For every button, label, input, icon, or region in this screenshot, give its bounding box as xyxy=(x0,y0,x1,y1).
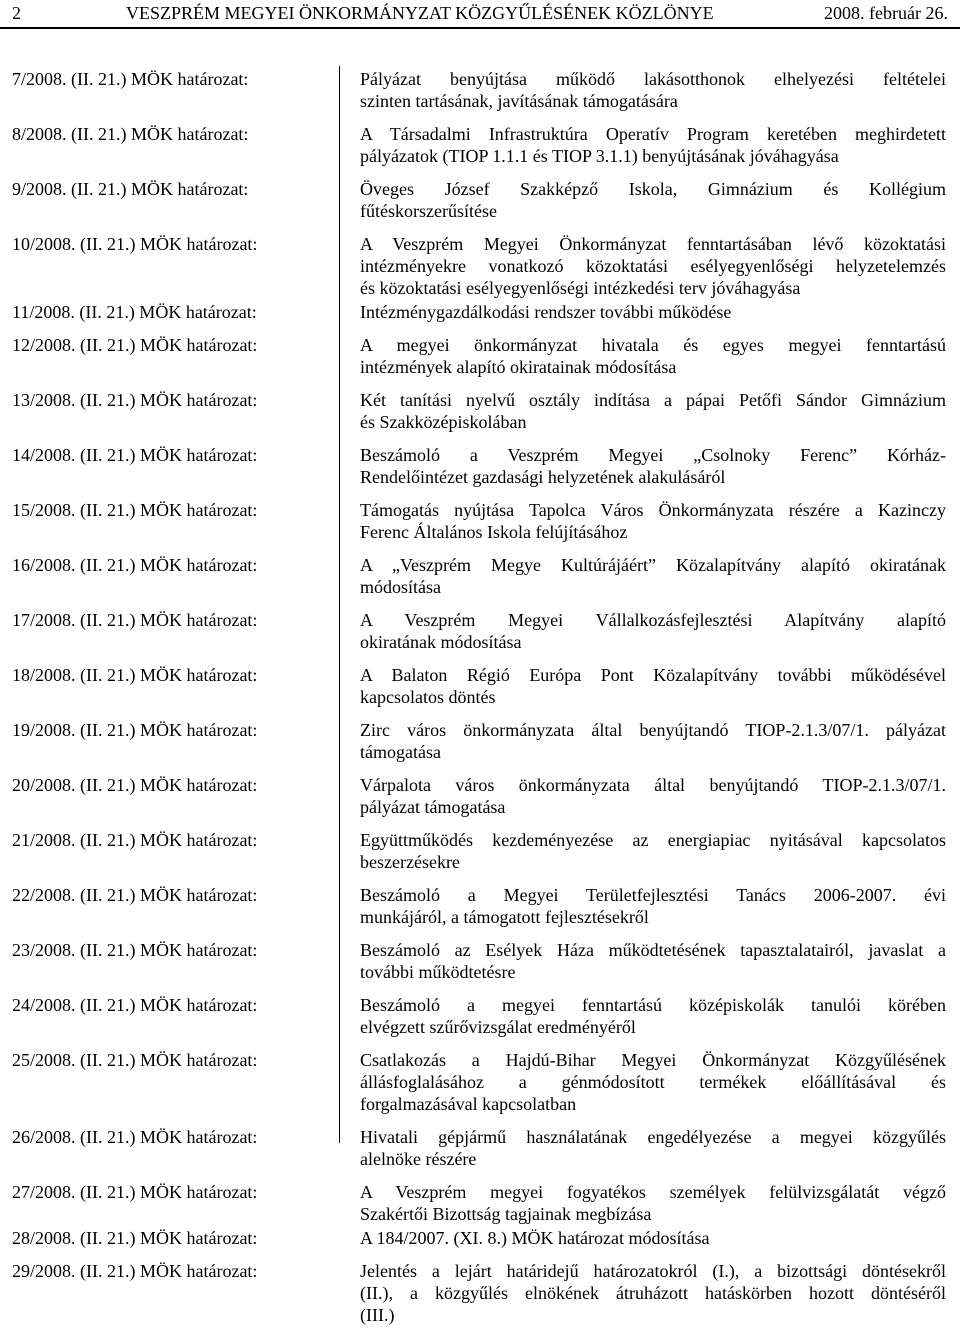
resolution-number: 12/2008. (II. 21.) MÖK határozat: xyxy=(12,335,258,355)
resolution-subject-line: módosítása xyxy=(360,577,441,597)
page-header xyxy=(0,0,960,30)
resolution-subject-line: A Veszprém Megyei Vállalkozásfejlesztési Alapítvány alapító xyxy=(360,610,946,630)
resolution-subject xyxy=(360,68,946,112)
resolution-subject-line: A Társadalmi Infrastruktúra Operatív Program keretében meghirdetett xyxy=(360,124,946,144)
resolution-number: 27/2008. (II. 21.) MÖK határozat: xyxy=(12,1182,258,1202)
resolution-subject-line: Pályázat benyújtása működő lakásotthonok elhelyezési feltételei xyxy=(360,69,946,89)
resolution-subject-line: Ferenc Általános Iskola felújításához xyxy=(360,522,628,542)
resolution-subject-line: Zirc város önkormányzata által benyújtandó TIOP-2.1.3/07/1. pályázat xyxy=(360,720,946,740)
resolution-subject-line: A 184/2007. (XI. 8.) MÖK határozat módosítása xyxy=(360,1228,710,1248)
resolution-number: 23/2008. (II. 21.) MÖK határozat: xyxy=(12,940,258,960)
resolution-subject-line: Együttműködés kezdeményezése az energiapiac nyitásával kapcsolatos xyxy=(360,830,946,850)
resolution-number: 19/2008. (II. 21.) MÖK határozat: xyxy=(12,720,258,740)
resolution-subject xyxy=(360,774,946,818)
resolution-number: 11/2008. (II. 21.) MÖK határozat: xyxy=(12,302,257,322)
resolution-subject-line: szinten tartásának, javításának támogatására xyxy=(360,91,678,111)
header-rule xyxy=(0,27,960,29)
resolution-subject-line: támogatása xyxy=(360,742,441,762)
resolution-subject xyxy=(360,719,946,763)
resolution-subject-line: Beszámoló az Esélyek Háza működtetésének tapasztalatairól, javaslat a xyxy=(360,940,946,960)
resolution-subject xyxy=(360,1260,946,1326)
resolution-subject xyxy=(360,123,946,167)
resolution-subject-line: Intézménygazdálkodási rendszer további működése xyxy=(360,302,732,322)
resolution-subject xyxy=(360,884,946,928)
resolution-subject xyxy=(360,1049,946,1115)
resolution-subject-line: A Veszprém Megyei Önkormányzat fenntartásában lévő közoktatási xyxy=(360,234,946,254)
resolution-subject-line: A megyei önkormányzat hivatala és egyes megyei fenntartású xyxy=(360,335,946,355)
resolution-subject xyxy=(360,444,946,488)
resolution-number: 9/2008. (II. 21.) MÖK határozat: xyxy=(12,179,249,199)
resolution-subject-line: fűtéskorszerűsítése xyxy=(360,201,497,221)
resolution-subject-line: munkájáról, a támogatott fejlesztésekről xyxy=(360,907,649,927)
resolution-list xyxy=(0,68,960,1337)
publication-title: VESZPRÉM MEGYEI ÖNKORMÁNYZAT KÖZGYŰLÉSÉNEK KÖZLÖNYE xyxy=(126,3,714,23)
resolution-subject-line: A Veszprém megyei fogyatékos személyek felülvizsgálatát végző xyxy=(360,1182,946,1202)
resolution-subject-line: Csatlakozás a Hajdú-Bihar Megyei Önkormányzat Közgyűlésének xyxy=(360,1050,946,1070)
resolution-entry xyxy=(0,1227,960,1249)
resolution-subject xyxy=(360,939,946,983)
resolution-subject xyxy=(360,1126,946,1170)
resolution-subject-line: Két tanítási nyelvű osztály indítása a pápai Petőfi Sándor Gimnázium xyxy=(360,390,946,410)
resolution-entry xyxy=(0,554,960,598)
resolution-subject-line: alelnöke részére xyxy=(360,1149,477,1169)
resolution-subject xyxy=(360,554,946,598)
resolution-number: 13/2008. (II. 21.) MÖK határozat: xyxy=(12,390,258,410)
resolution-entry xyxy=(0,774,960,818)
resolution-entry xyxy=(0,829,960,873)
resolution-entry xyxy=(0,334,960,378)
resolution-subject-line: pályázat támogatása xyxy=(360,797,506,817)
page-number: 2 xyxy=(12,3,21,23)
resolution-subject-line: beszerzésekre xyxy=(360,852,460,872)
resolution-number: 8/2008. (II. 21.) MÖK határozat: xyxy=(12,124,249,144)
resolution-number: 28/2008. (II. 21.) MÖK határozat: xyxy=(12,1228,258,1248)
resolution-subject-line: Jelentés a lejárt határidejű határozatokról (I.), a bizottsági döntésekről xyxy=(360,1261,946,1281)
resolution-subject xyxy=(360,664,946,708)
resolution-subject-line: kapcsolatos döntés xyxy=(360,687,496,707)
resolution-entry xyxy=(0,1260,960,1326)
resolution-subject-line: pályázatok (TIOP 1.1.1 és TIOP 3.1.1) benyújtásának jóváhagyása xyxy=(360,146,839,166)
resolution-subject-line: Várpalota város önkormányzata által benyújtandó TIOP-2.1.3/07/1. xyxy=(360,775,946,795)
resolution-subject-line: és Szakközépiskolában xyxy=(360,412,527,432)
resolution-subject xyxy=(360,233,946,299)
resolution-number: 18/2008. (II. 21.) MÖK határozat: xyxy=(12,665,258,685)
resolution-subject xyxy=(360,829,946,873)
publication-date: 2008. február 26. xyxy=(824,3,948,23)
resolution-entry xyxy=(0,884,960,928)
resolution-subject-line: Szakértői Bizottság tagjainak megbízása xyxy=(360,1204,652,1224)
resolution-subject xyxy=(360,609,946,653)
resolution-subject xyxy=(360,334,946,378)
resolution-subject-line: elvégzett szűrővizsgálat eredményéről xyxy=(360,1017,636,1037)
resolution-number: 26/2008. (II. 21.) MÖK határozat: xyxy=(12,1127,258,1147)
resolution-subject-line: intézményekre vonatkozó közoktatási esélyegyenlőségi helyzetelemzés xyxy=(360,256,946,276)
resolution-entry xyxy=(0,301,960,323)
resolution-entry xyxy=(0,123,960,167)
resolution-subject xyxy=(360,178,946,222)
resolution-subject-line: Támogatás nyújtása Tapolca Város Önkormányzata részére a Kazinczy xyxy=(360,500,946,520)
resolution-subject-line: okiratának módosítása xyxy=(360,632,522,652)
resolution-entry xyxy=(0,939,960,983)
resolution-subject xyxy=(360,389,946,433)
resolution-subject-line: forgalmazásával kapcsolatban xyxy=(360,1094,577,1114)
resolution-entry xyxy=(0,609,960,653)
resolution-subject-line: további működtetésre xyxy=(360,962,516,982)
resolution-number: 14/2008. (II. 21.) MÖK határozat: xyxy=(12,445,258,465)
resolution-entry xyxy=(0,994,960,1038)
resolution-subject xyxy=(360,301,946,323)
resolution-subject xyxy=(360,994,946,1038)
resolution-subject-line: A „Veszprém Megye Kultúrájáért” Közalapítvány alapító okiratának xyxy=(360,555,946,575)
resolution-number: 21/2008. (II. 21.) MÖK határozat: xyxy=(12,830,258,850)
resolution-entry xyxy=(0,178,960,222)
resolution-subject xyxy=(360,499,946,543)
resolution-subject-line: A Balaton Régió Európa Pont Közalapítvány további működésével xyxy=(360,665,946,685)
resolution-subject-line: állásfoglalásához a génmódosított termékek előállításával és xyxy=(360,1072,946,1092)
resolution-subject-line: és közoktatási esélyegyenlőségi intézkedési terv jóváhagyása xyxy=(360,278,801,298)
resolution-subject-line: Beszámoló a Veszprém Megyei „Csolnoky Ferenc” Kórház- xyxy=(360,445,946,465)
resolution-entry xyxy=(0,1181,960,1225)
resolution-entry xyxy=(0,68,960,112)
resolution-subject-line: Öveges József Szakképző Iskola, Gimnázium és Kollégium xyxy=(360,179,946,199)
resolution-entry xyxy=(0,719,960,763)
resolution-entry xyxy=(0,664,960,708)
resolution-number: 7/2008. (II. 21.) MÖK határozat: xyxy=(12,69,249,89)
resolution-number: 29/2008. (II. 21.) MÖK határozat: xyxy=(12,1261,258,1281)
resolution-subject-line: (III.) xyxy=(360,1305,395,1325)
resolution-entry xyxy=(0,499,960,543)
resolution-entry xyxy=(0,233,960,299)
resolution-entry xyxy=(0,389,960,433)
resolution-number: 10/2008. (II. 21.) MÖK határozat: xyxy=(12,234,258,254)
resolution-entry xyxy=(0,444,960,488)
resolution-subject-line: intézmények alapító okiratainak módosítása xyxy=(360,357,677,377)
resolution-subject xyxy=(360,1181,946,1225)
resolution-subject xyxy=(360,1227,946,1249)
resolution-number: 17/2008. (II. 21.) MÖK határozat: xyxy=(12,610,258,630)
resolution-entry xyxy=(0,1126,960,1170)
resolution-number: 22/2008. (II. 21.) MÖK határozat: xyxy=(12,885,258,905)
resolution-subject-line: Beszámoló a Megyei Területfejlesztési Tanács 2006-2007. évi xyxy=(360,885,946,905)
resolution-subject-line: Beszámoló a megyei fenntartású középiskolák tanulói körében xyxy=(360,995,946,1015)
resolution-number: 20/2008. (II. 21.) MÖK határozat: xyxy=(12,775,258,795)
resolution-number: 15/2008. (II. 21.) MÖK határozat: xyxy=(12,500,258,520)
resolution-number: 16/2008. (II. 21.) MÖK határozat: xyxy=(12,555,258,575)
resolution-subject-line: (II.), a közgyűlés elnökének átruházott hatáskörben hozott döntéséről xyxy=(360,1283,946,1303)
resolution-number: 24/2008. (II. 21.) MÖK határozat: xyxy=(12,995,258,1015)
resolution-subject-line: Hivatali gépjármű használatának engedélyezése a megyei közgyűlés xyxy=(360,1127,946,1147)
resolution-entry xyxy=(0,1049,960,1115)
resolution-number: 25/2008. (II. 21.) MÖK határozat: xyxy=(12,1050,258,1070)
resolution-subject-line: Rendelőintézet gazdasági helyzetének alakulásáról xyxy=(360,467,726,487)
